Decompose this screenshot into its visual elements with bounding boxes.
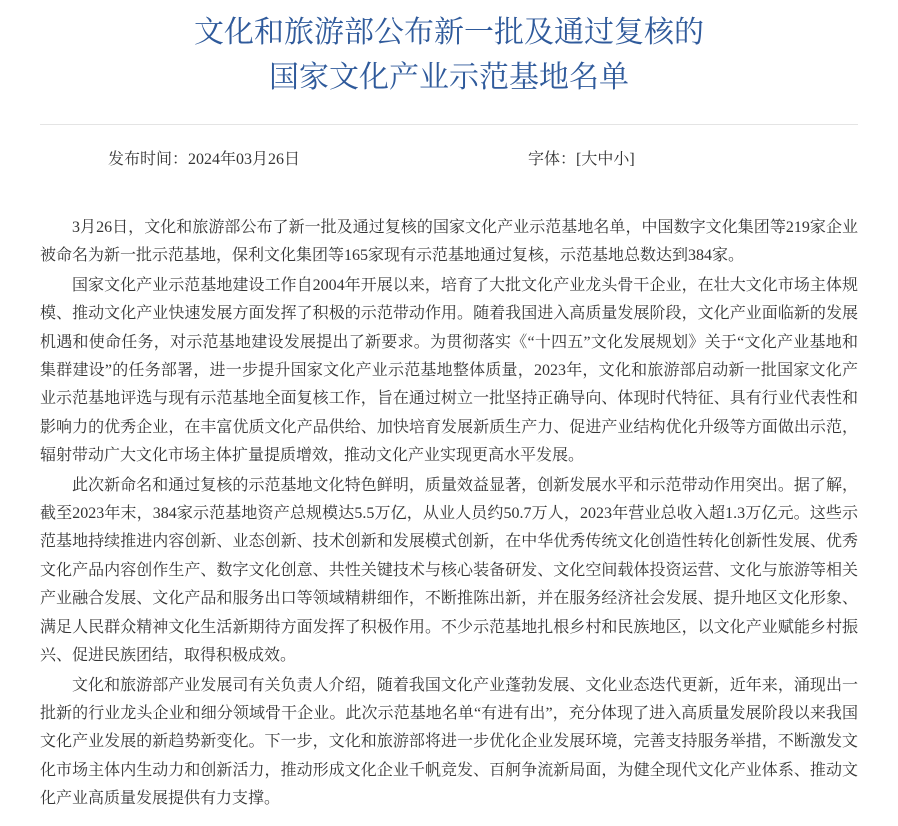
font-size-large-link[interactable]: 大 bbox=[581, 151, 598, 168]
font-size-label: 字体： bbox=[528, 151, 577, 168]
publish-date: 2024年03月26日 bbox=[188, 151, 301, 168]
article-meta bbox=[0, 150, 898, 170]
font-size-medium-link[interactable]: 中 bbox=[597, 151, 614, 168]
font-size-bracket-open: [ bbox=[576, 151, 582, 168]
publish-time bbox=[108, 150, 300, 170]
font-size-bracket-close: ] bbox=[629, 151, 635, 168]
article-paragraph: 此次新命名和通过复核的示范基地文化特色鲜明，质量效益显著，创新发展水平和示范带动作用突出。据了解，截至2023年末，384家示范基地资产总规模达5.5万亿，从业人员约50.7万人，2023年营业总收入超1.3万亿元。这些示范基地持续推进内容创新、业态创新、技术创新和发展模式创新，在中华优秀传统文化创造性转化创新性发展、优秀文化产品内容创作生产、数字文化创意、共性关键技术与核心装备研发、文化空间载体投资运营、文化与旅游等相关产业融合发展、文化产品和服务出口等领域精耕细作，不断推陈出新，并在服务经济社会发展、提升地区文化形象、满足人民群众精神文化生活新期待方面发挥了积极作用。不少示范基地扎根乡村和民族地区，以文化产业赋能乡村振兴、促进民族团结，取得积极成效。 bbox=[40, 476, 858, 665]
publish-time-label: 发布时间： bbox=[108, 151, 189, 168]
article-title-line-1: 文化和旅游部公布新一批及通过复核的 bbox=[194, 16, 704, 49]
article-paragraph: 3月26日，文化和旅游部公布了新一批及通过复核的国家文化产业示范基地名单，中国数字文化集团等219家企业被命名为新一批示范基地，保利文化集团等165家现有示范基地通过复核，示范基地总数达到384家。 bbox=[40, 219, 858, 265]
article-title-line-2: 国家文化产业示范基地名单 bbox=[269, 61, 629, 94]
title-divider bbox=[40, 124, 858, 125]
article-paragraph: 国家文化产业示范基地建设工作自2004年开展以来，培育了大批文化产业龙头骨干企业，在壮大文化市场主体规模、推动文化产业快速发展方面发挥了积极的示范带动作用。随着我国进入高质量发展阶段，文化产业面临新的发展机遇和使命任务，对示范基地建设发展提出了新要求。为贯彻落实《“十四五”文化发展规划》关于“文化产业基地和集群建设”的任务部署，进一步提升国家文化产业示范基地整体质量，2023年，文化和旅游部启动新一批国家文化产业示范基地评选与现有示范基地全面复核工作，旨在通过树立一批坚持正确导向、体现时代特征、具有行业代表性和影响力的优秀企业，在丰富优质文化产品供给、加快培育发展新质生产力、促进产业结构优化升级等方面做出示范，辐射带动广大文化市场主体扩量提质增效，推动文化产业实现更高水平发展。 bbox=[40, 276, 858, 465]
article-title bbox=[0, 0, 898, 100]
article-body bbox=[40, 214, 858, 815]
font-size-small-link[interactable]: 小 bbox=[613, 151, 630, 168]
font-size-control bbox=[528, 150, 635, 170]
article-paragraph: 文化和旅游部产业发展司有关负责人介绍，随着我国文化产业蓬勃发展、文化业态迭代更新，近年来，涌现出一批新的行业龙头企业和细分领域骨干企业。此次示范基地名单“有进有出”，充分体现了进入高质量发展阶段以来我国文化产业发展的新趋势新变化。下一步，文化和旅游部将进一步优化企业发展环境，完善支持服务举措，不断激发文化市场主体内生动力和创新活力，推动形成文化企业千帆竞发、百舸争流新局面，为健全现代文化产业体系、推动文化产业高质量发展提供有力支撑。 bbox=[40, 676, 858, 808]
